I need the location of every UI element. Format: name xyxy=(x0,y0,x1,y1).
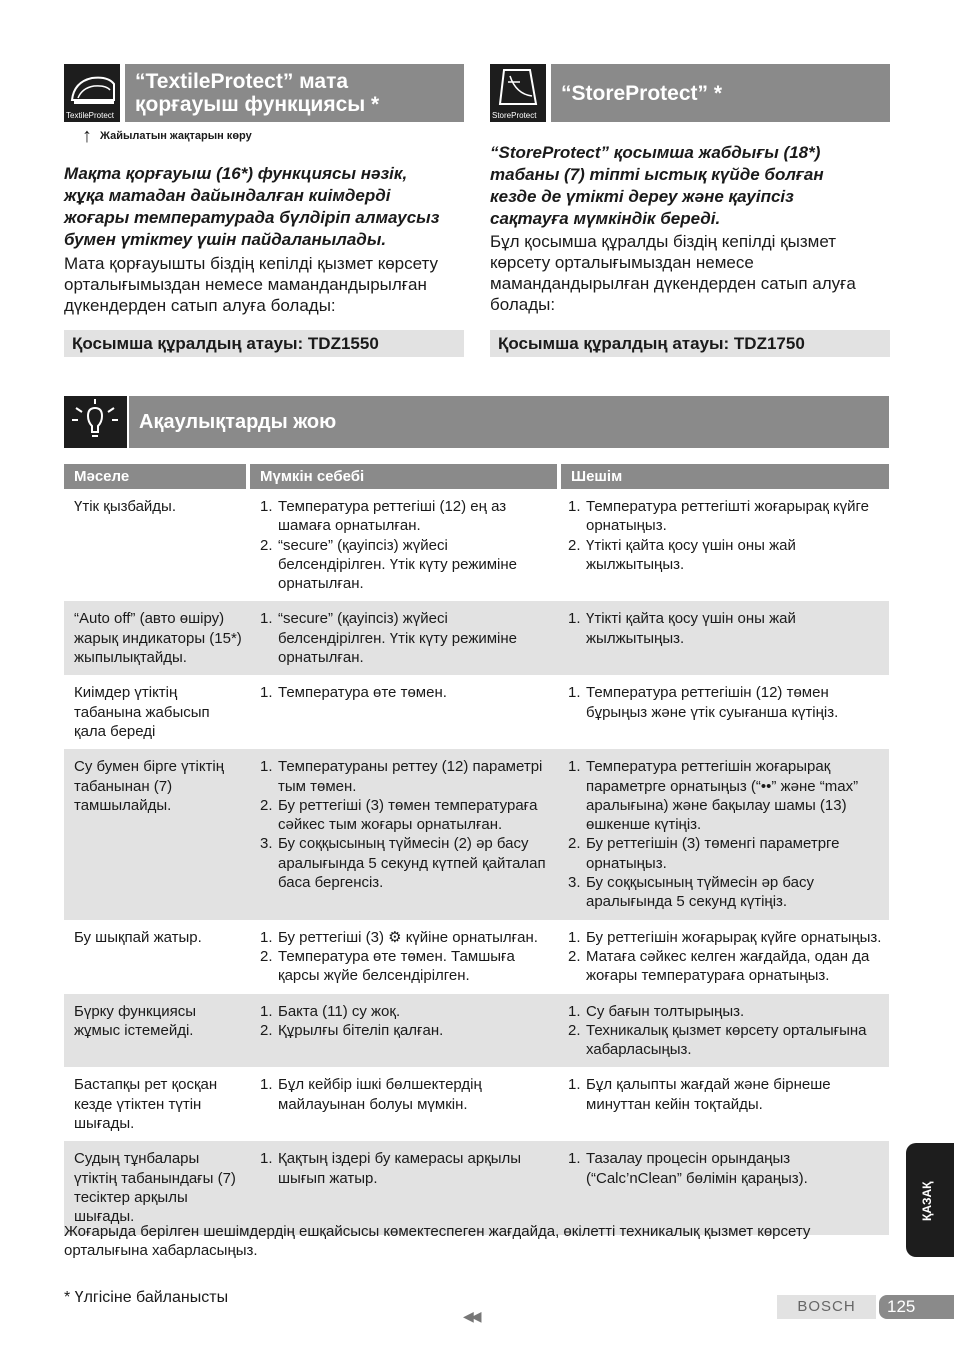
list-text: Бу реттегішін жоғарырақ күйге орнатыңыз. xyxy=(586,928,882,946)
textileprotect-header xyxy=(64,64,464,122)
list-text: Тазалау процесін орындаңыз (“Calc’nClean” бөлімін қараңыз). xyxy=(586,1150,808,1187)
solution-cell xyxy=(558,601,889,675)
list-item xyxy=(568,834,883,873)
list-text: Бұл кейбір ішкі бөлшектердің майлауынан болуы мүмкін. xyxy=(278,1076,482,1113)
list-item xyxy=(568,947,883,986)
list-text: Бу реттегішін (3) төменгі параметрге орнатыңыз. xyxy=(586,835,840,872)
list-number: 2. xyxy=(568,1021,581,1039)
table-row xyxy=(64,920,889,994)
intro-line: бумен үтіктеу үшін пайдаланылады. xyxy=(64,230,387,249)
solution-cell xyxy=(558,920,889,994)
list-item xyxy=(568,757,883,834)
icon-caption: TextileProtect xyxy=(66,111,115,120)
table-row xyxy=(64,749,889,919)
troubleshoot-table xyxy=(64,464,889,1235)
intro-line: “StoreProtect” қосымша жабдығы (18*) xyxy=(490,143,821,162)
icon-caption: StoreProtect xyxy=(492,111,537,120)
intro-line: кезде де үтікті дереу және қауіпсіз xyxy=(490,187,794,206)
table-row xyxy=(64,1141,889,1234)
body-line: мамандандырылған дүкендерден сатып алуға xyxy=(490,274,856,293)
title-line: қорғауыш функциясы * xyxy=(135,93,380,116)
list-number: 1. xyxy=(568,684,581,702)
section-title: Ақаулықтарды жою xyxy=(129,396,889,448)
list-text: Үтікті қайта қосу үшін оны жай жылжытыңыз. xyxy=(586,536,796,573)
intro-line: жұқа матадан дайындалған киімдерді xyxy=(64,186,391,205)
list-text: Бу реттегіші (3) төмен температураға сәйкес тым жоғары орнатылған. xyxy=(278,796,538,834)
table-row xyxy=(64,675,889,749)
list-item xyxy=(568,873,883,912)
list-item xyxy=(568,1149,883,1188)
problem-cell: Судың тұнбалары үтіктің табанындағы (7) тесіктер арқылы шығады. xyxy=(74,1150,236,1226)
list-text: Қақтың іздері бу камерасы арқылы шығып жатыр. xyxy=(278,1150,522,1187)
language-tab xyxy=(906,1143,954,1257)
problem-cell: Киімдер үтіктің табанына жабысып қала береді xyxy=(74,684,210,740)
list-number: 2. xyxy=(568,947,581,965)
iron-textileprotect-icon xyxy=(64,64,120,122)
body-line: дүкендерден сатып алуға болады: xyxy=(64,296,336,315)
list-text: Үтікті қайта қосу үшін оны жай жылжытыңыз. xyxy=(586,610,796,647)
list-item xyxy=(568,1021,883,1060)
list-number: 1. xyxy=(568,610,581,628)
body-line: Мата қорғауышты біздің кепілді қызмет көрсету xyxy=(64,254,438,273)
list-text: Температураны реттеу (12) параметрі тым төмен. xyxy=(278,758,543,795)
table-row xyxy=(64,1067,889,1141)
intro-line: табаны (7) тіпті ыстық күйде болған xyxy=(490,165,824,184)
list-item xyxy=(568,609,883,648)
list-text: Бакта (11) су жоқ. xyxy=(278,1002,401,1020)
list-number: 1. xyxy=(568,498,581,515)
table-row xyxy=(64,994,889,1068)
nav-arrows-icon: ◀◀ xyxy=(463,1308,479,1324)
list-text: Су бағын толтырыңыз. xyxy=(586,1002,745,1020)
list-item xyxy=(260,1021,552,1040)
solution-cell xyxy=(558,994,889,1068)
list-item xyxy=(568,497,883,536)
list-number: 1. xyxy=(260,610,273,628)
problem-cell: Су бумен бірге үтіктің табанынан (7) тамшылайды. xyxy=(74,758,225,814)
list-item xyxy=(260,757,552,796)
list-item xyxy=(260,1075,552,1114)
solution-cell xyxy=(558,1141,889,1234)
list-text: Температура реттегішін (12) төмен бұрыңыз және үтік суығанша күтіңіз. xyxy=(586,684,839,721)
list-number: 2. xyxy=(260,947,273,965)
arrow-up-icon: ↑ xyxy=(82,125,92,147)
list-number: 2. xyxy=(260,1021,273,1039)
list-item xyxy=(260,683,552,702)
problem-cell: “Auto off” (авто өшіру) жарық индикаторы (15*) жыпылықтайды. xyxy=(74,610,242,667)
list-text: Бұл қалыпты жағдай және бірнеше минуттан кейін тоқтайды. xyxy=(586,1076,831,1113)
list-number: 1. xyxy=(260,928,273,946)
footnote: * Үлгісіне байланысты xyxy=(64,1289,229,1306)
table-row xyxy=(64,489,889,601)
list-text: “secure” (қауіпсіз) жүйесі белсендірілген. Үтік күту режиміне орнатылған. xyxy=(278,610,518,667)
list-number: 1. xyxy=(568,928,581,946)
list-number: 3. xyxy=(568,874,581,892)
problem-cell: Бүрку функциясы жұмыс істемейді. xyxy=(74,1002,196,1039)
list-item xyxy=(260,834,552,892)
footer-text: Жоғарыда берілген шешімдердің ешқайсысы көмектеспеген жағдайда, өкілетті техникалық қызмет көрсету орталығына хабарласыңыз. xyxy=(64,1223,811,1259)
list-text: Температура өте төмен. xyxy=(278,684,447,702)
list-number: 2. xyxy=(260,536,273,554)
lightbulb-icon xyxy=(64,396,127,448)
store-intro xyxy=(490,142,890,230)
textile-body xyxy=(64,253,464,316)
list-text: Құрылғы бітеліп қалған. xyxy=(278,1021,444,1039)
list-text: Температура реттегішті жоғарырақ күйге орнатыңыз. xyxy=(586,498,869,535)
body-line: болады: xyxy=(490,295,556,314)
iron-storeprotect-icon xyxy=(490,64,546,122)
list-number: 1. xyxy=(260,1002,273,1020)
list-number: 3. xyxy=(260,835,273,853)
list-text: Матаға сәйкес келген жағдайда, одан да жоғары температураға орнатыңыз. xyxy=(586,947,870,985)
table-header xyxy=(64,464,889,489)
troubleshoot-header xyxy=(64,396,889,448)
list-item xyxy=(568,1002,883,1021)
brand-label: BOSCH xyxy=(777,1295,876,1319)
intro-line: Мақта қорғауыш (16*) функциясы нәзік, xyxy=(64,164,408,183)
problem-cell: Бу шықпай жатыр. xyxy=(74,928,202,946)
store-body xyxy=(490,231,890,315)
solution-cell xyxy=(558,749,889,919)
list-text: Техникалық қызмет көрсету орталығына хабарласыңыз. xyxy=(586,1021,867,1059)
list-text: “secure” (қауіпсіз) жүйесі белсендірілген. Үтік күту режиміне орнатылған. xyxy=(278,536,518,593)
cause-cell xyxy=(250,920,558,994)
list-item xyxy=(568,536,883,575)
storeprotect-header xyxy=(490,64,890,122)
intro-line: сақтауға мүмкіндік береді. xyxy=(490,209,721,228)
list-item xyxy=(260,928,552,947)
body-line: орталығымыздан немесе мамандандырылған xyxy=(64,275,427,294)
list-number: 1. xyxy=(568,1076,581,1094)
textile-intro xyxy=(64,163,464,251)
list-item xyxy=(568,683,883,722)
solution-cell xyxy=(558,489,889,601)
section-title: “StoreProtect” * xyxy=(551,64,890,122)
body-line: Бұл қосымша құралды біздің кепілді қызмет xyxy=(490,232,837,251)
language-label: ҚАЗАҚ xyxy=(920,1181,934,1221)
list-text: Бу соққысының түймесін әр басу аралығында 5 секунд күтіңіз. xyxy=(586,874,815,911)
list-number: 2. xyxy=(568,536,581,554)
page-number: 125 xyxy=(879,1295,954,1319)
body-line: көрсету орталығымыздан немесе xyxy=(490,253,754,272)
solution-cell xyxy=(558,675,889,749)
list-number: 1. xyxy=(260,1076,273,1094)
list-text: Бу реттегіші (3) ⚙ күйіне орнатылған. xyxy=(278,928,538,946)
col-header-problem: Мәселе xyxy=(64,464,246,489)
list-number: 1. xyxy=(260,1150,273,1168)
section-title xyxy=(125,64,464,122)
solution-cell xyxy=(558,1067,889,1141)
cause-cell xyxy=(250,675,558,749)
cause-cell xyxy=(250,994,558,1068)
list-item xyxy=(260,1002,552,1021)
list-item xyxy=(260,497,552,536)
list-number: 1. xyxy=(260,758,273,776)
list-number: 1. xyxy=(260,684,273,702)
list-item xyxy=(260,609,552,667)
col-header-cause: Мүмкін себебі xyxy=(250,464,557,489)
list-number: 1. xyxy=(568,1002,581,1020)
list-number: 2. xyxy=(568,835,581,853)
intro-line: жоғары температурада бүлдіріп алмаусыз xyxy=(64,208,440,227)
list-item xyxy=(260,947,552,986)
list-number: 1. xyxy=(568,758,581,776)
list-text: Температура өте төмен. Тамшыға қарсы жүйе белсендірілген. xyxy=(278,947,515,985)
problem-cell: Үтік қызбайды. xyxy=(74,498,176,515)
col-header-solution: Шешім xyxy=(561,464,889,489)
list-text: Температура реттегіші (12) ең аз шамаға орнатылған. xyxy=(278,498,507,535)
problem-cell: Бастапқы рет қосқан кезде үтіктен түтін шығады. xyxy=(74,1076,218,1133)
list-text: Бу соққысының түймесін (2) әр басу аралығында 5 секунд күтпей қайталап баса бергенсіз. xyxy=(278,835,546,892)
note-text: Жайылатын жақтарын көру xyxy=(100,130,252,142)
cause-cell xyxy=(250,1067,558,1141)
list-item xyxy=(260,536,552,594)
list-item xyxy=(568,1075,883,1114)
cause-cell xyxy=(250,489,558,601)
store-accessory-name: Қосымша құралдың атауы: TDZ1750 xyxy=(490,330,890,357)
cause-cell xyxy=(250,1141,558,1234)
list-text: Температура реттегішін жоғарырақ параметрге орнатыңыз (“••” және “max” аралығына) және бақылау шамы (13) өшкенше күтіңіз. xyxy=(586,758,859,834)
list-number: 1. xyxy=(568,1150,581,1168)
list-item xyxy=(260,1149,552,1188)
list-item xyxy=(260,796,552,835)
table-row xyxy=(64,601,889,675)
list-item xyxy=(568,928,883,947)
cause-cell xyxy=(250,749,558,919)
fold-note xyxy=(82,125,252,147)
textile-accessory-name: Қосымша құралдың атауы: TDZ1550 xyxy=(64,330,464,357)
list-number: 1. xyxy=(260,498,273,515)
list-number: 2. xyxy=(260,796,273,814)
cause-cell xyxy=(250,601,558,675)
title-line: “TextileProtect” мата xyxy=(135,70,349,93)
